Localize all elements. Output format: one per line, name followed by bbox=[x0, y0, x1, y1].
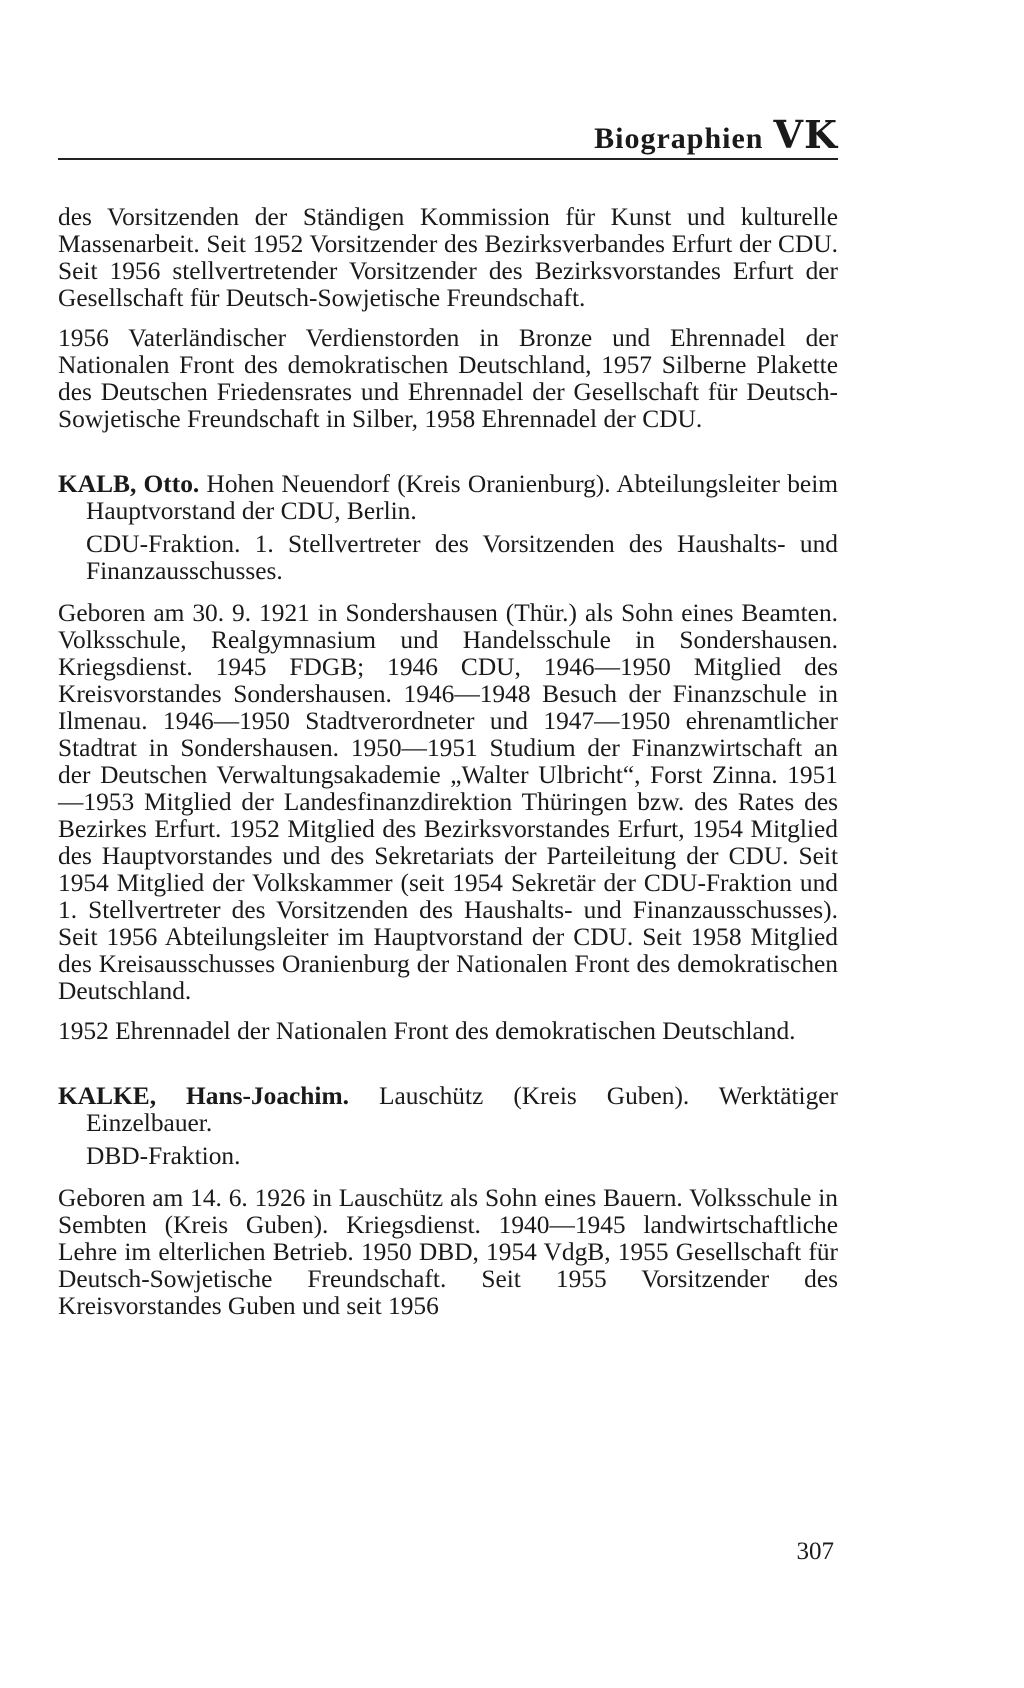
entry-heading bbox=[58, 471, 838, 525]
entry-paragraph: 1952 Ehrennadel der Nationalen Front des demokratischen Deutschland. bbox=[58, 1017, 796, 1045]
entry-name: KALKE, Hans-Joachim. bbox=[58, 1082, 349, 1110]
body-text bbox=[58, 204, 838, 1320]
entry-heading-text: Lauschütz (Kreis Guben). Werktätiger Einzelbauer. bbox=[86, 1082, 838, 1137]
entry-faction: CDU-Fraktion. 1. Stellvertreter des Vorsitzenden des Haushalts- und Finanzausschusses. bbox=[86, 530, 838, 585]
running-head-title: Biographien bbox=[594, 122, 764, 155]
entry-name: KALB, Otto. bbox=[58, 470, 200, 498]
entry-paragraph: Geboren am 14. 6. 1926 in Lauschütz als Sohn eines Bauern. Volksschule in Sembten (Kreis Guben). Kriegsdienst. 1940—1945 landwirtschaftliche Lehre im elterlichen Betrieb. 1950 DBD, 1954 VdgB, 1955 Gesellschaft für Deutsch-Sowjetische Freundschaft. Seit 1955 Vorsitzender des Kreisvorstandes Guben und seit 1956 bbox=[58, 1184, 838, 1320]
page-number: 307 bbox=[796, 1538, 834, 1565]
running-head bbox=[58, 112, 838, 160]
entry-heading-text: Hohen Neuendorf (Kreis Oranienburg). Abteilungsleiter beim Hauptvorstand der CDU, Berlin. bbox=[86, 470, 838, 525]
entry-paragraph: Geboren am 30. 9. 1921 in Sondershausen (Thür.) als Sohn eines Beamten. Volksschule, Realgymnasium und Handelsschule in Sondershausen. Kriegsdienst. 1945 FDGB; 1946 CDU, 1946—1950 Mitglied des Kreisvorstandes Sondershausen. 1946—1948 Besuch der Finanzschule in Ilmenau. 1946—1950 Stadtverordneter und 1947—1950 ehrenamtlicher Stadtrat in Sondershausen. 1950—1951 Studium der Finanzwirtschaft an der Deutschen Verwaltungsakademie „Walter Ulbricht“, Forst Zinna. 1951—1953 Mitglied der Landesfinanzdirektion Thüringen bzw. des Rates des Bezirkes Erfurt. 1952 Mitglied des Bezirksvorstandes Erfurt, 1954 Mitglied des Hauptvorstandes und des Sekretariats der Parteileitung der CDU. Seit 1954 Mitglied der Volkskammer (seit 1954 Sekretär der CDU-Fraktion und 1. Stellvertreter des Vorsitzenden des Haushalts- und Finanzausschusses). Seit 1956 Abteilungsleiter im Hauptvorstand der CDU. Seit 1958 Mitglied des Kreisausschusses Oranienburg der Nationalen Front des demokratischen Deutschland. bbox=[58, 599, 838, 1005]
entry-faction: DBD-Fraktion. bbox=[86, 1142, 241, 1170]
entry-kalke bbox=[58, 1083, 838, 1320]
running-head-mark: VK bbox=[773, 112, 838, 157]
continuation-paragraph-2: 1956 Vaterländischer Verdienstorden in Bronze und Ehrennadel der Nationalen Front des demokratischen Deutschland, 1957 Silberne Plakette des Deutschen Friedensrates und Ehrennadel der Gesellschaft für Deutsch-Sowjetische Freundschaft in Silber, 1958 Ehrennadel der CDU. bbox=[58, 324, 838, 433]
page bbox=[58, 112, 838, 1333]
entry-heading bbox=[58, 1083, 838, 1137]
continuation-paragraph-1: des Vorsitzenden der Ständigen Kommission für Kunst und kulturelle Massenarbeit. Seit 1952 Vorsitzender des Bezirksverbandes Erfurt der CDU. Seit 1956 stellvertretender Vorsitzender des Bezirksvorstandes Erfurt der Gesellschaft für Deutsch-Sowjetische Freundschaft. bbox=[58, 203, 838, 312]
entry-kalb bbox=[58, 471, 838, 1045]
